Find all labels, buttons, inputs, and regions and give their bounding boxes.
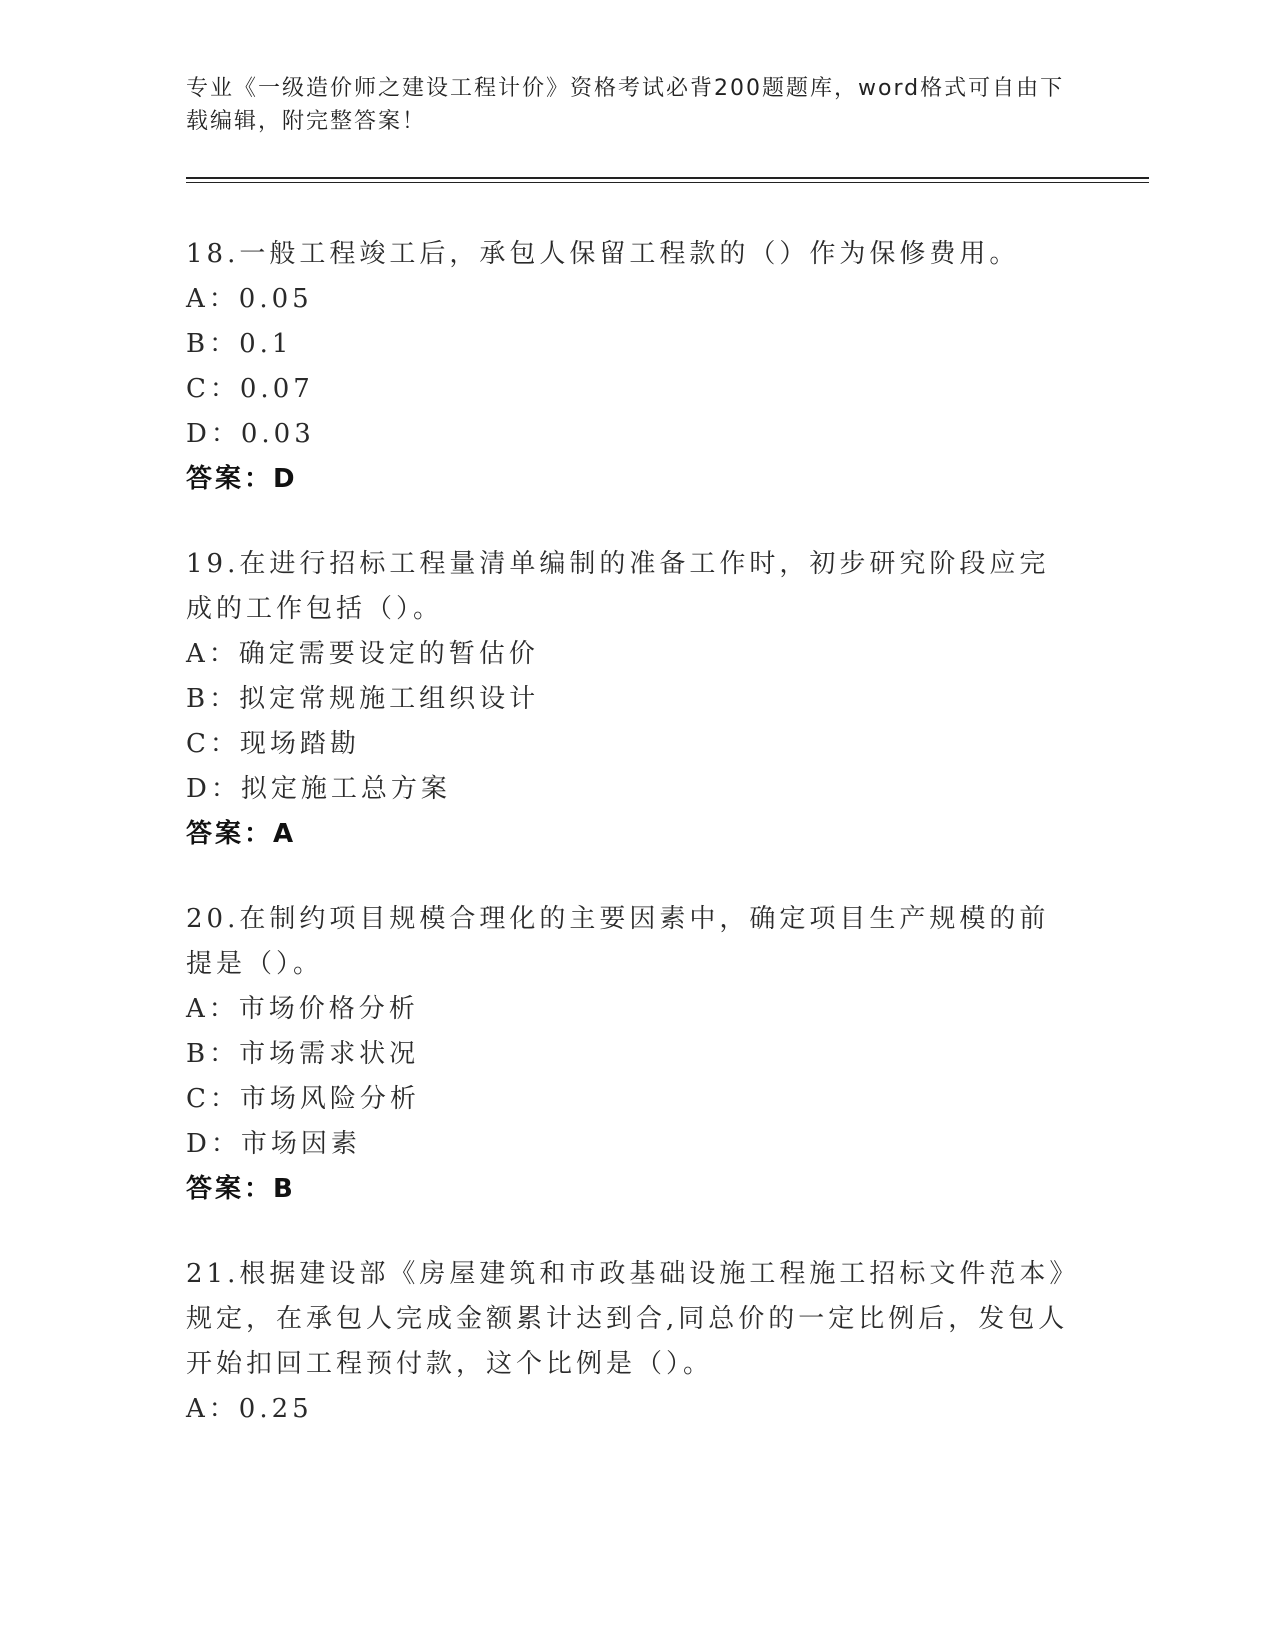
answer: 答案：A xyxy=(186,819,297,849)
question-21 xyxy=(186,1252,1076,1432)
option-a: A：确定需要设定的暂估价 xyxy=(186,639,539,669)
document-header: 专业《一级造价师之建设工程计价》资格考试必背200题题库，word格式可自由下载编辑，附完整答案！ xyxy=(186,76,1065,134)
question-stem: 20.在制约项目规模合理化的主要因素中，确定项目生产规模的前提是（）。 xyxy=(186,904,1050,979)
question-stem: 19.在进行招标工程量清单编制的准备工作时，初步研究阶段应完成的工作包括（）。 xyxy=(186,549,1050,624)
question-19 xyxy=(186,542,1076,857)
option-d: D：市场因素 xyxy=(186,1129,361,1159)
option-b: B：0.1 xyxy=(186,329,293,359)
option-c: C：现场踏勘 xyxy=(186,729,360,759)
option-a: A：0.25 xyxy=(186,1394,313,1424)
option-b: B：市场需求状况 xyxy=(186,1039,420,1069)
option-a: A：市场价格分析 xyxy=(186,994,419,1024)
question-list xyxy=(186,232,1076,1472)
header-rule-thin xyxy=(186,182,1149,183)
question-stem: 21.根据建设部《房屋建筑和市政基础设施工程施工招标文件范本》规定，在承包人完成金额累计达到合,同总价的一定比例后，发包人开始扣回工程预付款，这个比例是（）。 xyxy=(186,1259,1069,1379)
option-c: C：市场风险分析 xyxy=(186,1084,420,1114)
header-rule-thick xyxy=(186,177,1149,179)
question-20 xyxy=(186,897,1076,1212)
question-stem: 18.一般工程竣工后，承包人保留工程款的（）作为保修费用。 xyxy=(186,239,1020,269)
option-d: D：0.03 xyxy=(186,419,315,449)
option-b: B：拟定常规施工组织设计 xyxy=(186,684,540,714)
option-c: C：0.07 xyxy=(186,374,314,404)
option-a: A：0.05 xyxy=(186,284,313,314)
answer: 答案：D xyxy=(186,464,298,494)
answer: 答案：B xyxy=(186,1174,296,1204)
option-d: D：拟定施工总方案 xyxy=(186,774,451,804)
question-18 xyxy=(186,232,1076,502)
